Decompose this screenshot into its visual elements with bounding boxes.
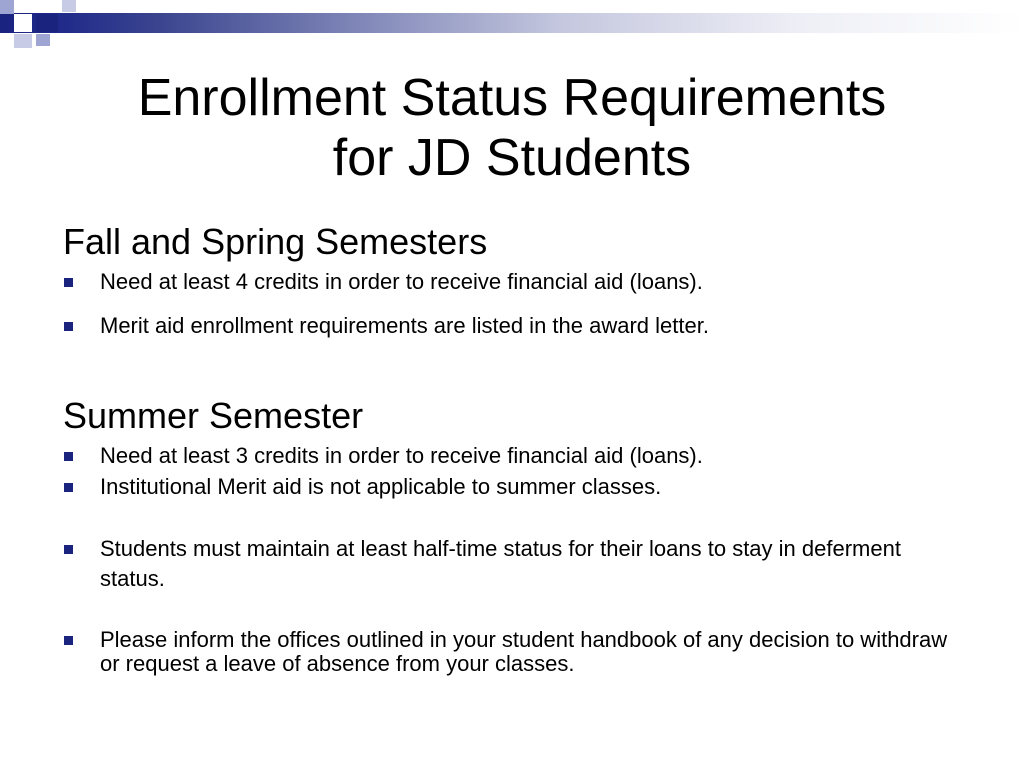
- section-heading-fall-spring: Fall and Spring Semesters: [63, 221, 488, 262]
- slide-title-line-1: Enrollment Status Requirements: [137, 69, 887, 127]
- square-bullet-icon: [64, 636, 73, 645]
- decorative-square: [36, 14, 58, 32]
- square-bullet-icon: [64, 452, 73, 461]
- square-bullet-icon: [64, 545, 73, 554]
- square-bullet-icon: [64, 322, 73, 331]
- list-item-text: Institutional Merit aid is not applicable to summer classes.: [100, 474, 662, 499]
- list-item: [64, 534, 964, 594]
- list-item-text: Students must maintain at least half-time status for their loans to stay in deferment status.: [100, 536, 901, 591]
- square-bullet-icon: [64, 483, 73, 492]
- decorative-square: [14, 34, 32, 48]
- decorative-square: [0, 34, 12, 46]
- decorative-square: [0, 0, 14, 14]
- decorative-square: [62, 0, 76, 12]
- list-item: [64, 472, 964, 502]
- slide-title: [0, 68, 1024, 188]
- list-item-text: Merit aid enrollment requirements are listed in the award letter.: [100, 313, 709, 338]
- header-gradient-bar: [0, 13, 1024, 33]
- list-item-text: Need at least 4 credits in order to receive financial aid (loans).: [100, 269, 703, 294]
- list-item: [64, 441, 964, 471]
- list-item: [64, 267, 964, 297]
- list-item-text: Please inform the offices outlined in your student handbook of any decision to withdraw or request a leave of absence from your classes.: [100, 627, 948, 676]
- list-item: [64, 628, 964, 676]
- list-item-text: Need at least 3 credits in order to receive financial aid (loans).: [100, 443, 703, 468]
- section-heading-summer: Summer Semester: [63, 395, 364, 436]
- slide-title-line-2: for JD Students: [332, 129, 692, 187]
- square-bullet-icon: [64, 278, 73, 287]
- decorative-square: [36, 34, 50, 46]
- list-item: [64, 311, 964, 341]
- decorative-square: [14, 14, 32, 32]
